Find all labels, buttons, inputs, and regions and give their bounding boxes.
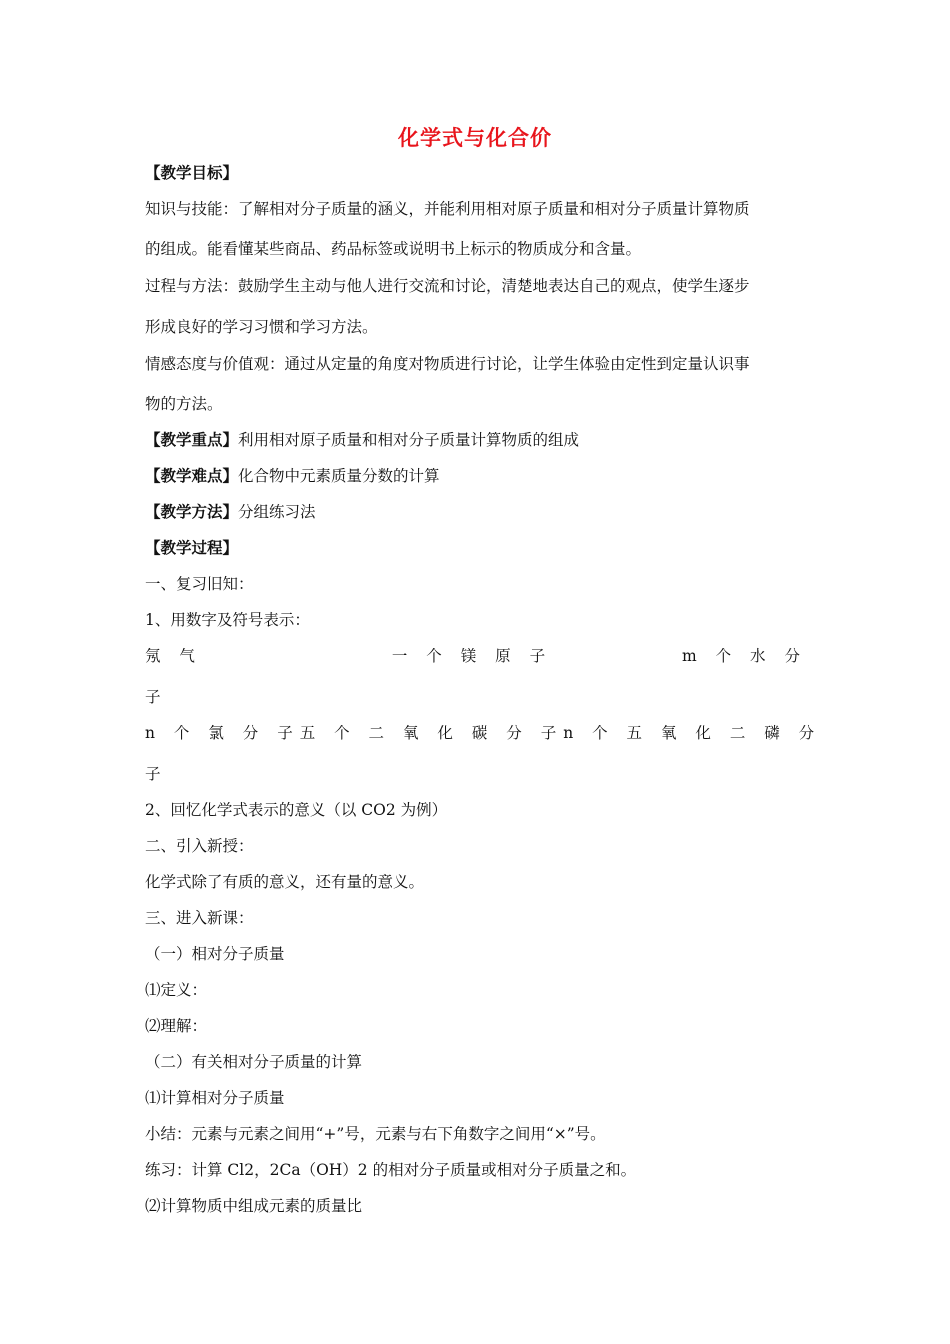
page-title: 化学式与化合价 [398, 125, 552, 150]
key-point-text: 利用相对原子质量和相对分子质量计算物质的组成 [238, 431, 580, 449]
objective-knowledge-line2: 的组成。能看懂某些商品、药品标签或说明书上标示的物质成分和含量。 [145, 240, 642, 258]
method-label: 【教学方法】 [145, 502, 239, 521]
item-2: 2、回忆化学式表示的意义（以 CO2 为例） [145, 801, 448, 819]
row1-cell-1: 氖 气 [145, 647, 202, 665]
difficulty-text: 化合物中元素质量分数的计算 [238, 467, 440, 485]
summary: 小结：元素与元素之间用“+”号，元素与右下角数字之间用“×”号。 [145, 1125, 606, 1143]
exercise-row-1 [145, 645, 807, 667]
subsection-1: （一）相对分子质量 [145, 945, 285, 963]
section-review: 一、复习旧知： [145, 575, 254, 593]
calc-1: ⑴计算相对分子质量 [145, 1089, 285, 1107]
exercise: 练习：计算 Cl2，2Ca（OH）2 的相对分子质量或相对分子质量之和。 [145, 1161, 637, 1179]
intro-text: 化学式除了有质的意义，还有量的意义。 [145, 873, 425, 891]
row2-cell-2: 五 个 二 氧 化 碳 分 子 [299, 724, 564, 742]
calc-2: ⑵计算物质中组成元素的质量比 [145, 1197, 363, 1215]
row2-wrap: 子 [145, 765, 161, 783]
key-point [145, 429, 807, 451]
objective-knowledge-line1: 知识与技能：了解相对分子质量的涵义，并能利用相对原子质量和相对分子质量计算物质 [145, 200, 750, 218]
row1-cell-3: m 个 水 分 [682, 647, 807, 665]
subsection-2: （二）有关相对分子质量的计算 [145, 1053, 363, 1071]
section-intro: 二、引入新授： [145, 837, 254, 855]
objective-emotion-line1: 情感态度与价值观：通过从定量的角度对物质进行讨论，让学生体验由定性到定量认识事 [145, 355, 750, 373]
objectives-heading: 【教学目标】 [145, 163, 239, 182]
definition: ⑴定义： [145, 981, 208, 999]
row1-cell-2: 一 个 镁 原 子 [391, 647, 553, 665]
row1-wrap: 子 [145, 688, 161, 706]
key-point-label: 【教学重点】 [145, 430, 239, 449]
objective-emotion-line2: 物的方法。 [145, 395, 223, 413]
section-new-lesson: 三、进入新课： [145, 909, 254, 927]
process-heading: 【教学过程】 [145, 538, 239, 557]
exercise-row-2 [145, 722, 822, 744]
difficulty-label: 【教学难点】 [145, 466, 239, 485]
item-1: 1、用数字及符号表示： [145, 611, 310, 629]
row2-cell-3: n 个 五 氧 化 二 磷 分 [563, 724, 822, 742]
understanding: ⑵理解： [145, 1017, 208, 1035]
objective-process-line1: 过程与方法：鼓励学生主动与他人进行交流和讨论，清楚地表达自己的观点，使学生逐步 [145, 277, 750, 295]
method [145, 501, 807, 523]
row2-cell-1: n 个 氯 分 子 [145, 724, 300, 742]
difficulty [145, 465, 807, 487]
objective-process-line2: 形成良好的学习习惯和学习方法。 [145, 318, 378, 336]
method-text: 分组练习法 [238, 503, 316, 521]
